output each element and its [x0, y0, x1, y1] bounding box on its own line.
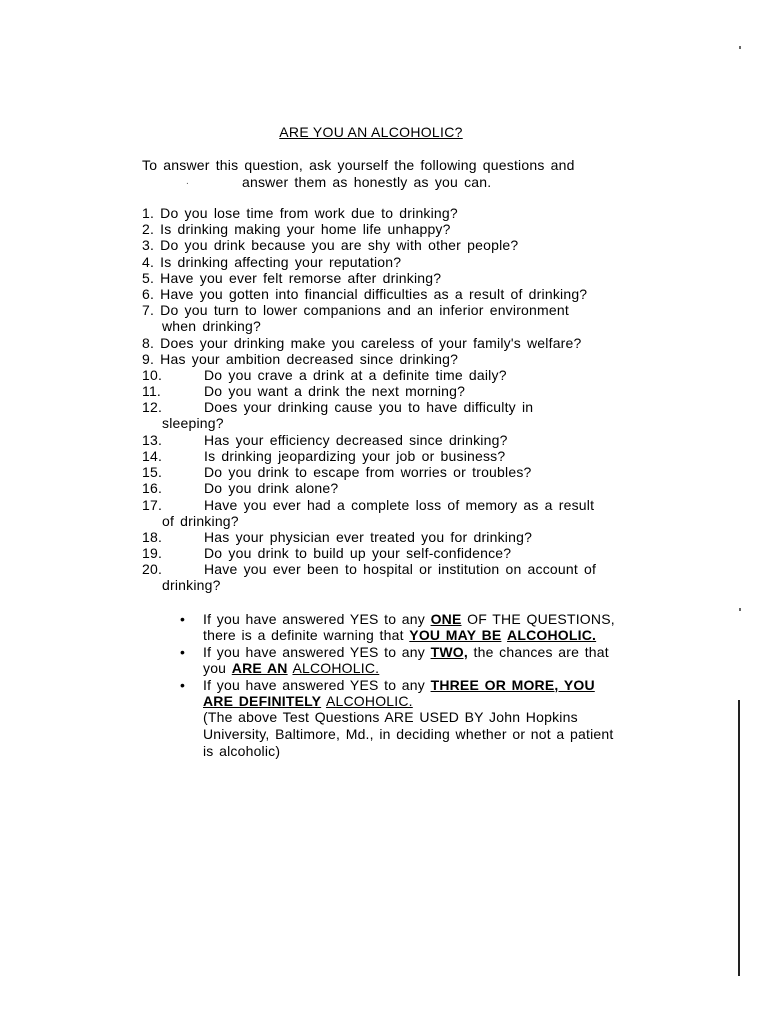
question-text: Do you turn to lower companions and an inferior environment — [160, 302, 569, 319]
intro-stray-dot: . — [186, 176, 189, 187]
question-text: Do you want a drink the next morning? — [204, 383, 466, 400]
scan-edge-line — [738, 700, 740, 976]
question-item — [142, 254, 401, 270]
question-number: 1. — [142, 205, 155, 221]
question-text-continued: of drinking? — [162, 512, 239, 529]
question-text-continued: when drinking? — [162, 318, 261, 335]
question-text: Have you ever been to hospital or institution on account of — [204, 561, 597, 578]
emphasis-text: TWO, — [430, 643, 468, 660]
emphasis-text: ALCOHOLIC. — [292, 660, 380, 677]
result-bullets — [180, 611, 620, 760]
question-text: Have you ever had a complete loss of memory as a result — [204, 496, 595, 513]
question-text: Have you ever felt remorse after drinking? — [160, 269, 442, 286]
question-number: 11. — [142, 383, 162, 400]
question-item — [142, 497, 594, 529]
question-number: 4. — [142, 253, 155, 270]
emphasis-text: ALCOHOLIC. — [507, 627, 597, 644]
bullet-two — [180, 644, 620, 677]
question-item — [142, 270, 441, 286]
intro-line-1: To answer this question, ask yourself the following questions and — [142, 157, 575, 173]
question-item — [142, 383, 465, 399]
question-item — [142, 480, 338, 496]
bullet-marker: • — [180, 676, 186, 693]
question-text: Has your ambition decreased since drinking? — [160, 350, 459, 367]
intro-line-2: answer them as honestly as you can. — [242, 174, 492, 190]
question-item — [142, 351, 458, 367]
question-item — [142, 367, 507, 383]
question-number: 5. — [142, 269, 155, 286]
page-title: ARE YOU AN ALCOHOLIC? — [279, 124, 463, 140]
emphasis-text: ARE AN — [231, 660, 288, 677]
question-text: Do you drink alone? — [204, 480, 339, 497]
question-item — [142, 561, 596, 593]
scan-edge-mark — [739, 608, 741, 611]
question-item — [142, 221, 451, 237]
bullet-text: If you have answered YES to any — [203, 676, 431, 693]
source-note: (The above Test Questions ARE USED BY John Hopkins University, Baltimore, Md., in deciding whether or not a patient is alcoholic) — [203, 709, 614, 760]
question-text: Has your efficiency decreased since drinking? — [204, 431, 508, 448]
bullet-three — [180, 677, 620, 710]
emphasis-text: ALCOHOLIC. — [325, 693, 413, 710]
question-number: 9. — [142, 350, 155, 367]
question-item — [142, 286, 587, 302]
question-item — [142, 335, 582, 351]
question-item — [142, 545, 511, 561]
question-number: 12. — [142, 399, 163, 416]
question-number: 17. — [142, 496, 163, 513]
question-text: Is drinking affecting your reputation? — [160, 253, 402, 270]
question-item — [142, 399, 533, 431]
scan-edge-mark — [739, 46, 741, 49]
question-text: Is drinking making your home life unhappy? — [160, 221, 451, 238]
question-text: Has your physician ever treated you for drinking? — [204, 529, 533, 545]
question-text: Do you crave a drink at a definite time daily? — [204, 367, 507, 383]
question-item — [142, 432, 508, 448]
question-text: Do you drink because you are shy with other people? — [160, 237, 519, 254]
bullet-one — [180, 611, 620, 644]
question-text: Have you gotten into financial difficulties as a result of drinking? — [160, 286, 588, 302]
emphasis-text: THREE OR MORE, YOU ARE DEFINITELY — [203, 676, 595, 710]
bullet-text: If you have answered YES to any — [203, 643, 431, 660]
bullet-marker: • — [180, 611, 186, 627]
bullet-text: OF THE QUESTIONS, there is a definite warning that — [203, 611, 615, 644]
question-item — [142, 529, 532, 545]
bullet-text: the chances are that you — [203, 643, 609, 677]
question-text: Do you lose time from work due to drinking? — [160, 205, 458, 221]
question-text-continued: drinking? — [162, 577, 221, 594]
bullet-marker: • — [180, 643, 186, 660]
question-number: 20. — [142, 561, 163, 578]
question-text: Do you drink to escape from worries or troubles? — [204, 464, 532, 481]
question-number: 16. — [142, 480, 163, 497]
question-number: 2. — [142, 221, 155, 238]
question-item — [142, 464, 532, 480]
question-number: 7. — [142, 302, 155, 319]
question-number: 18. — [142, 529, 163, 545]
bullet-text: If you have answered YES to any — [203, 611, 431, 627]
question-number: 8. — [142, 334, 155, 351]
question-number: 15. — [142, 464, 163, 481]
question-item — [142, 302, 569, 334]
question-number: 3. — [142, 237, 155, 254]
question-text: Does your drinking cause you to have difficulty in — [204, 399, 534, 416]
question-item — [142, 205, 458, 221]
question-item — [142, 448, 505, 464]
emphasis-text: ONE — [430, 611, 462, 627]
question-number: 14. — [142, 448, 163, 464]
question-text: Is drinking jeopardizing your job or business? — [204, 448, 506, 464]
question-number: 13. — [142, 431, 163, 448]
question-text-continued: sleeping? — [162, 415, 224, 432]
question-text: Do you drink to build up your self-confidence? — [204, 545, 512, 562]
question-item — [142, 237, 518, 253]
question-text: Does your drinking make you careless of your family's welfare? — [160, 334, 582, 351]
question-number: 19. — [142, 545, 163, 562]
question-number: 6. — [142, 286, 155, 302]
question-number: 10. — [142, 367, 163, 383]
emphasis-text: YOU MAY BE — [409, 627, 502, 644]
